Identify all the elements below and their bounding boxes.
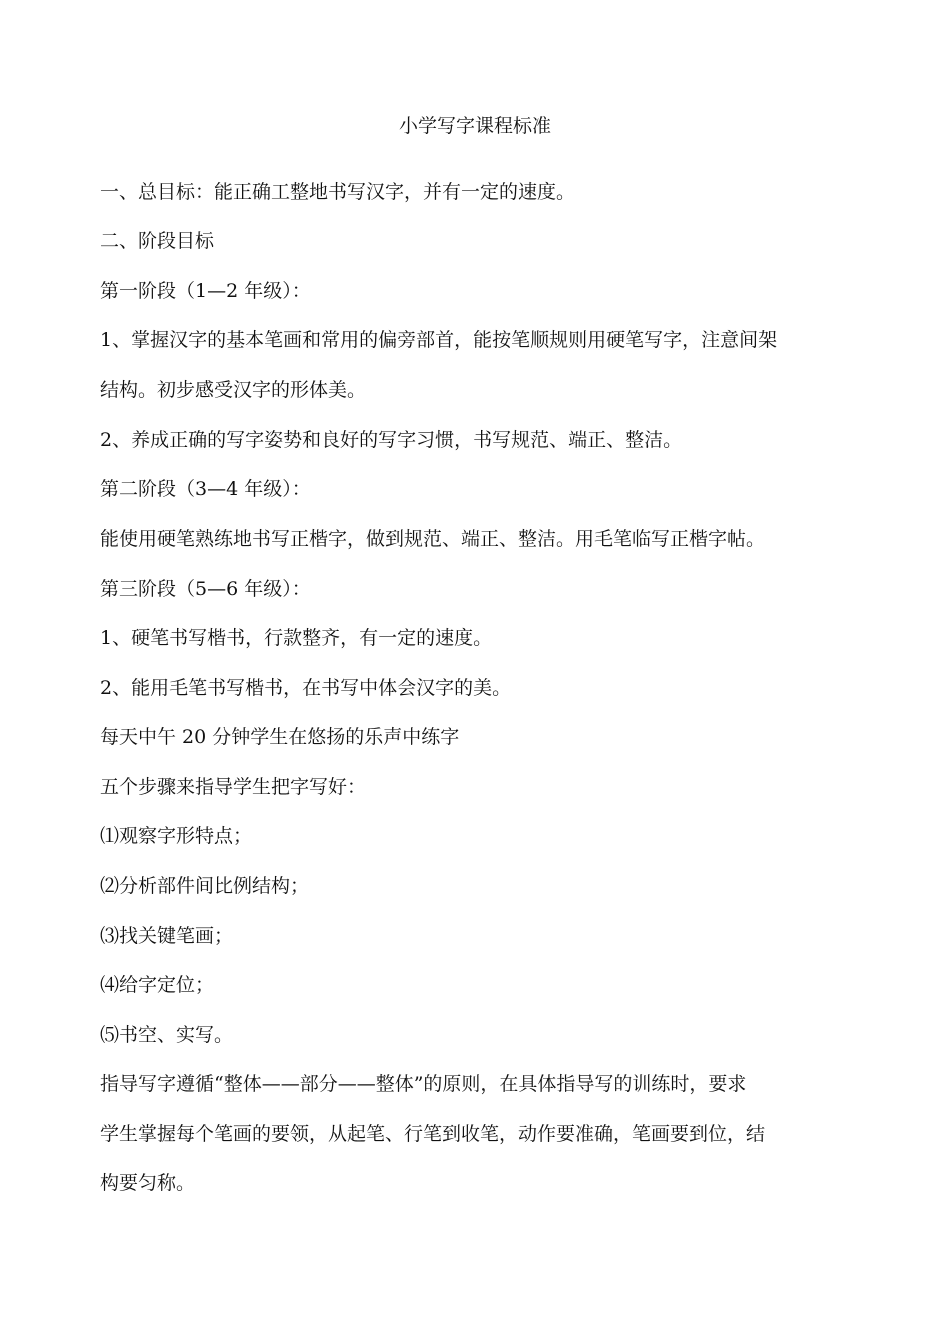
daily-practice-line: 每天中午 20 分钟学生在悠扬的乐声中练字	[100, 726, 460, 748]
step-3: ⑶找关键笔画；	[100, 925, 234, 947]
stage-one-item-2: 2、养成正确的写字姿势和良好的写字习惯，书写规范、端正、整洁。	[100, 429, 683, 451]
principle-line-2: 学生掌握每个笔画的要领，从起笔、行笔到收笔，动作要准确，笔画要到位，结	[100, 1123, 766, 1145]
stage-one-heading: 第一阶段（1—2 年级）：	[100, 280, 311, 302]
document-title: 小学写字课程标准	[398, 115, 551, 137]
principle-line-3: 构要匀称。	[100, 1172, 196, 1194]
step-5: ⑸书空、实写。	[100, 1024, 234, 1046]
five-steps-heading: 五个步骤来指导学生把字写好：	[100, 776, 367, 798]
step-1: ⑴观察字形特点；	[100, 825, 253, 847]
principle-line-1: 指导写字遵循“整体——部分——整体”的原则，在具体指导写的训练时，要求	[100, 1073, 747, 1095]
stage-goals-heading: 二、阶段目标	[100, 230, 215, 252]
stage-three-item-1: 1、硬笔书写楷书，行款整齐，有一定的速度。	[100, 627, 493, 649]
goal-overall: 一、总目标：能正确工整地书写汉字，并有一定的速度。	[100, 181, 576, 203]
step-4: ⑷给字定位；	[100, 974, 215, 996]
stage-one-item-1-line-2: 结构。初步感受汉字的形体美。	[100, 379, 367, 401]
stage-one-item-1-line-1: 1、掌握汉字的基本笔画和常用的偏旁部首，能按笔顺规则用硬笔写字，注意间架	[100, 329, 778, 351]
stage-two-text: 能使用硬笔熟练地书写正楷字，做到规范、端正、整洁。用毛笔临写正楷字帖。	[100, 528, 766, 550]
stage-three-heading: 第三阶段（5—6 年级）：	[100, 578, 311, 600]
step-2: ⑵分析部件间比例结构；	[100, 875, 310, 897]
stage-three-item-2: 2、能用毛笔书写楷书，在书写中体会汉字的美。	[100, 677, 512, 699]
stage-two-heading: 第二阶段（3—4 年级）：	[100, 478, 311, 500]
